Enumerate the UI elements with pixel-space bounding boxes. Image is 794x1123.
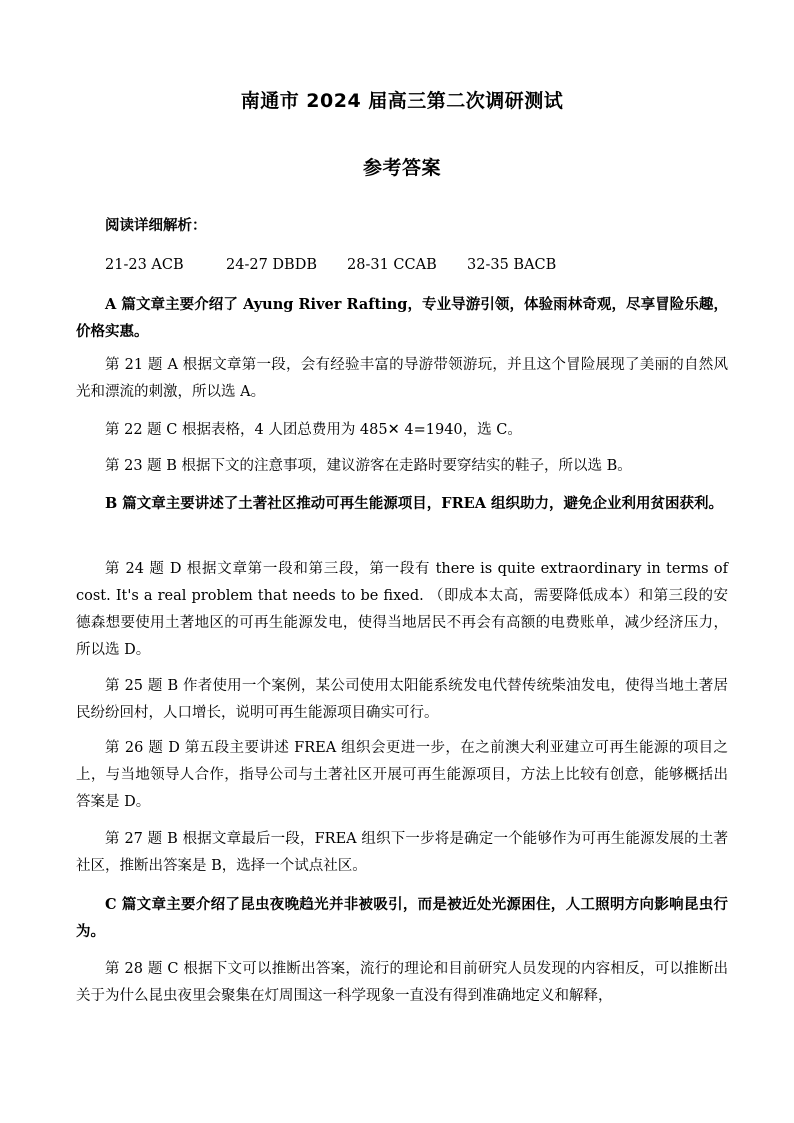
q22-text-after: 4=1940，选 C。 [399,422,522,438]
document-title: 南通市 2024 届高三第二次调研测试 [240,90,564,112]
question-26-explanation: 第 26 题 D 第五段主要讲述 FREA 组织会更进一步，在之前澳大利亚建立可再生能源的项目之上，与当地领导人合作，指导公司与土著社区开展可再生能源项目，方法上比较有创意，能够概括出答案是 D。 [76,740,728,810]
question-23-explanation: 第 23 题 B 根据下文的注意事项，建议游客在走路时要穿结实的鞋子，所以选 B。 [105,458,632,474]
question-24-explanation: 第 24 题 D 根据文章第一段和第三段，第一段有 there is quite extraordinary in terms of cost. It's a real problem that needs to be fixed. （即成本太高，需要降低成本）和第三段的安德森想要使用土著地区的可再生能源发电，使得当地居民不再会有高额的电费账单，减少经济压力，所以选 D。 [76,561,728,658]
document-subtitle: 参考答案 [362,157,441,179]
answer-group: 24-27 DBDB [226,257,317,273]
passage-a-summary: A 篇文章主要介绍了 Ayung River Rafting，专业导游引领，体验雨林奇观，尽享冒险乐趣，价格实惠。 [76,296,728,340]
multiply-icon: ✕ [387,422,400,438]
answer-group: 21-23 ACB [105,257,184,273]
question-22-explanation [76,417,728,444]
question-28-explanation: 第 28 题 C 根据下文可以推断出答案，流行的理论和目前研究人员发现的内容相反，可以推断出关于为什么昆虫夜里会聚集在灯周围这一科学现象一直没有得到准确地定义和解释， [76,961,728,1004]
section-heading: 阅读详细解析： [105,217,207,234]
passage-b-summary: B 篇文章主要讲述了土著社区推动可再生能源项目，FREA 组织助力，避免企业利用贫困获利。 [105,495,723,512]
question-27-explanation: 第 27 题 B 根据文章最后一段，FREA 组织下一步将是确定一个能够作为可再生能源发展的土著社区，推断出答案是 B，选择一个试点社区。 [76,831,728,874]
answer-group: 32-35 BACB [467,257,557,273]
answer-key-row [105,252,567,279]
q22-text-before: 第 22 题 C 根据表格，4 人团总费用为 485 [105,422,388,438]
question-21-explanation: 第 21 题 A 根据文章第一段，会有经验丰富的导游带领游玩，并且这个冒险展现了美丽的自然风光和漂流的刺激，所以选 A。 [76,357,728,400]
passage-c-summary: C 篇文章主要介绍了昆虫夜晚趋光并非被吸引，而是被近处光源困住，人工照明方向影响昆虫行为。 [76,896,728,940]
answer-group: 28-31 CCAB [347,257,437,273]
question-25-explanation: 第 25 题 B 作者使用一个案例，某公司使用太阳能系统发电代替传统柴油发电，使得当地土著居民纷纷回村，人口增长，说明可再生能源项目确实可行。 [76,678,728,721]
